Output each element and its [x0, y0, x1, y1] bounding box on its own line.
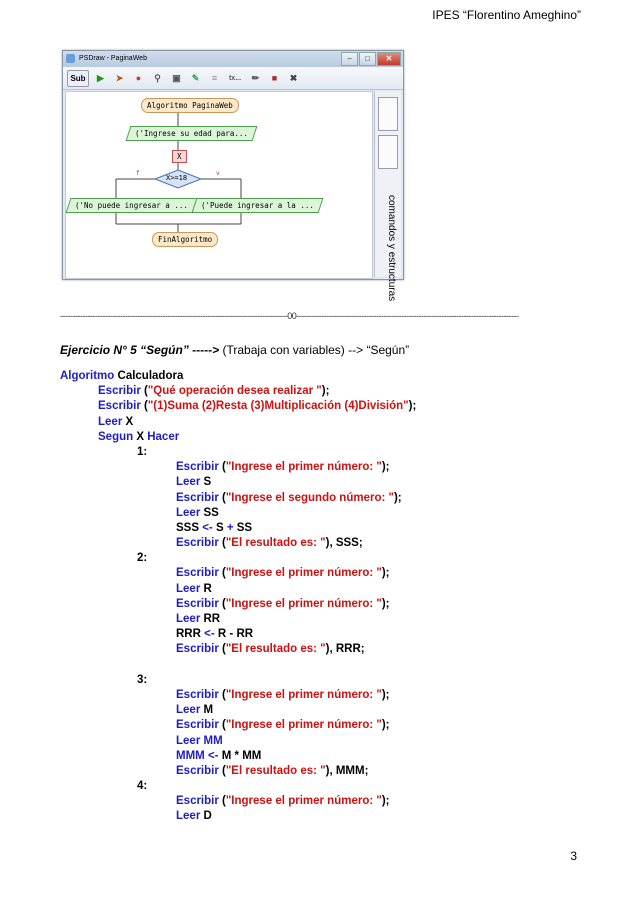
operator: +: [226, 521, 234, 534]
text-button[interactable]: tx...: [228, 74, 242, 82]
code-line: [60, 415, 416, 430]
var: SS: [236, 521, 253, 534]
window-toolbar: [63, 67, 403, 90]
case-label: 4:: [137, 780, 148, 793]
string-literal: "Ingrese el primer número: ": [225, 688, 382, 701]
var: R: [203, 582, 212, 595]
code-line: RRR <- R - RR: [176, 628, 254, 641]
flow-condition[interactable]: X>=18: [166, 174, 188, 182]
kw-leer: Leer: [176, 810, 201, 823]
blank-line: [60, 658, 416, 673]
edit-icon[interactable]: ✎: [191, 72, 200, 83]
kw-leer: Leer: [176, 704, 201, 717]
var: SS: [203, 506, 219, 519]
flow-output-false-text: ('No puede ingresar a ...: [75, 201, 188, 210]
code-line: Escribir ("El resultado es: "), MMM;: [176, 764, 369, 777]
var: MM: [203, 734, 223, 747]
code-line: [60, 612, 416, 627]
code-line: Escribir ("Ingrese el primer número: ");: [176, 597, 390, 610]
var: SSS: [335, 537, 359, 550]
flow-output-true[interactable]: [192, 198, 324, 213]
case-label: 1:: [137, 445, 148, 458]
fit-icon[interactable]: ▣: [172, 72, 181, 83]
code-line: [60, 582, 416, 597]
var: D: [203, 810, 212, 823]
string-literal: "(1)Suma (2)Resta (3)Multiplicación (4)División": [147, 400, 409, 413]
kw-escribir: Escribir: [98, 385, 141, 398]
code-line: Escribir ("Ingrese el primer número: ");: [176, 567, 390, 580]
kw-escribir: Escribir: [176, 643, 219, 656]
exercise-title-main: Ejercicio N° 5 “Según” ----->: [60, 343, 220, 357]
flow-end[interactable]: FinAlgoritmo: [152, 232, 218, 247]
var: MMM: [335, 764, 365, 777]
code-line: [60, 506, 416, 521]
string-literal: "Qué operación desea realizar ": [147, 385, 322, 398]
window-title: PSDraw - PaginaWeb: [79, 55, 147, 62]
sub-button[interactable]: Sub: [67, 70, 89, 87]
kw-leer: Leer: [176, 506, 201, 519]
zoom-icon[interactable]: ⚲: [154, 72, 161, 83]
minimize-button[interactable]: –: [341, 52, 358, 66]
comment-icon[interactable]: ≡: [211, 72, 218, 83]
kw-escribir: Escribir: [176, 688, 219, 701]
flow-read-x[interactable]: X: [172, 150, 187, 163]
var: X: [125, 415, 134, 428]
flow-start[interactable]: Algoritmo PaginaWeb: [141, 98, 239, 113]
code-line: Escribir ("El resultado es: "), SSS;: [176, 537, 363, 550]
kw-escribir: Escribir: [176, 537, 219, 550]
kw-escribir: Escribir: [176, 567, 219, 580]
var: RR: [236, 628, 254, 641]
flowchart-canvas[interactable]: [65, 91, 373, 279]
code-line: Escribir ("Ingrese el primer número: ");: [176, 461, 390, 474]
string-literal: "El resultado es: ": [225, 643, 326, 656]
code-line: Escribir ("Ingrese el primer número: ");: [176, 688, 390, 701]
pen-icon[interactable]: ✏: [251, 72, 260, 83]
case-label: 2:: [137, 552, 148, 565]
commands-panel[interactable]: [374, 91, 401, 302]
var: MM: [242, 749, 262, 762]
var: RRR: [335, 643, 361, 656]
app-icon: [66, 54, 75, 63]
string-literal: "Ingrese el segundo número: ": [225, 491, 394, 504]
window-titlebar: [63, 51, 403, 67]
kw-escribir: Escribir: [176, 597, 219, 610]
code-line: Escribir ("Qué operación desea realizar ");: [98, 385, 330, 398]
flowchart-connectors: [66, 92, 372, 278]
commands-panel-label: comandos y estructuras: [386, 195, 397, 302]
var: RR: [203, 613, 221, 625]
kw-escribir: Escribir: [176, 719, 219, 732]
stop-icon[interactable]: ●: [135, 72, 142, 83]
var: X: [136, 430, 145, 443]
var: M: [203, 704, 214, 717]
kw-leer: Leer: [176, 476, 201, 489]
var: S: [215, 521, 224, 534]
flow-true-label: v: [216, 170, 220, 177]
operator: -: [229, 628, 234, 641]
flow-output-true-text: ('Puede ingresar a la ...: [201, 201, 314, 210]
code-line: [60, 475, 416, 490]
code-line: Escribir ("Ingrese el primer número: ");: [176, 795, 390, 808]
structure-thumb-2[interactable]: [378, 135, 398, 169]
structure-thumb-1[interactable]: [378, 97, 398, 131]
kw-leer: Leer: [176, 734, 201, 747]
kw-hacer: Hacer: [147, 430, 180, 443]
kw-segun: Segun: [98, 430, 134, 443]
code-line: MMM <- M * MM: [176, 749, 262, 762]
step-icon[interactable]: ➤: [115, 72, 124, 83]
code-line: Escribir ("Ingrese el primer número: ");: [176, 719, 390, 732]
psdraw-window: [62, 50, 404, 302]
algorithm-name: Calculadora: [114, 370, 184, 382]
kw-escribir: Escribir: [98, 400, 141, 413]
string-literal: "Ingrese el primer número: ": [225, 597, 382, 610]
code-line: [60, 809, 416, 824]
code-line: [60, 430, 416, 445]
var: MMM: [176, 749, 205, 762]
close-diagram-icon[interactable]: ✖: [289, 72, 298, 83]
code-line: Escribir ("(1)Suma (2)Resta (3)Multiplicación (4)División");: [98, 400, 417, 413]
page-header: IPES “Florentino Ameghino”: [432, 8, 581, 22]
flow-false-label: f: [136, 170, 140, 177]
kw-escribir: Escribir: [176, 491, 219, 504]
exercise-subtitle: (Trabaja con variables) --> “Según”: [219, 343, 410, 357]
kw-escribir: Escribir: [176, 764, 219, 777]
var: R: [217, 628, 227, 641]
help-icon[interactable]: ■: [271, 72, 278, 83]
kw-leer: Leer: [176, 582, 201, 595]
case-label: 3:: [137, 673, 148, 686]
exercise-title: [60, 343, 409, 357]
string-literal: "Ingrese el primer número: ": [225, 795, 382, 808]
pseudocode-block: [60, 369, 416, 825]
string-literal: "El resultado es: ": [225, 537, 326, 550]
code-line: [60, 703, 416, 718]
close-button[interactable]: ✕: [377, 52, 401, 66]
run-icon[interactable]: ▶: [97, 72, 104, 83]
operator: *: [234, 749, 239, 762]
flow-output-prompt-text: ('Ingrese su edad para...: [135, 129, 248, 138]
code-line: Escribir ("El resultado es: "), RRR;: [176, 643, 365, 656]
kw-leer: Leer: [176, 613, 201, 625]
var: M: [221, 749, 232, 762]
page-number: 3: [570, 849, 577, 863]
var: RRR: [176, 628, 201, 641]
code-line: Escribir ("Ingrese el segundo número: ");: [176, 491, 402, 504]
code-line: [60, 734, 416, 749]
kw-leer: Leer: [98, 415, 123, 428]
var: S: [203, 476, 212, 489]
string-literal: "Ingrese el primer número: ": [225, 461, 382, 474]
var: SSS: [176, 521, 200, 534]
string-literal: "Ingrese el primer número: ": [225, 567, 382, 580]
flow-output-false[interactable]: [66, 198, 198, 213]
code-line: SSS <- S + SS: [176, 521, 253, 534]
maximize-button[interactable]: □: [359, 52, 376, 66]
string-literal: "Ingrese el primer número: ": [225, 719, 382, 732]
kw-algoritmo: Algoritmo: [60, 370, 115, 382]
section-separator: -------------------------------------------------------------------------------------------00-----------------------------------------------------------------------------------------: [60, 311, 519, 321]
code-line: [60, 369, 416, 384]
kw-escribir: Escribir: [176, 461, 219, 474]
flow-output-prompt[interactable]: [126, 126, 258, 141]
kw-escribir: Escribir: [176, 795, 219, 808]
string-literal: "El resultado es: ": [225, 764, 326, 777]
